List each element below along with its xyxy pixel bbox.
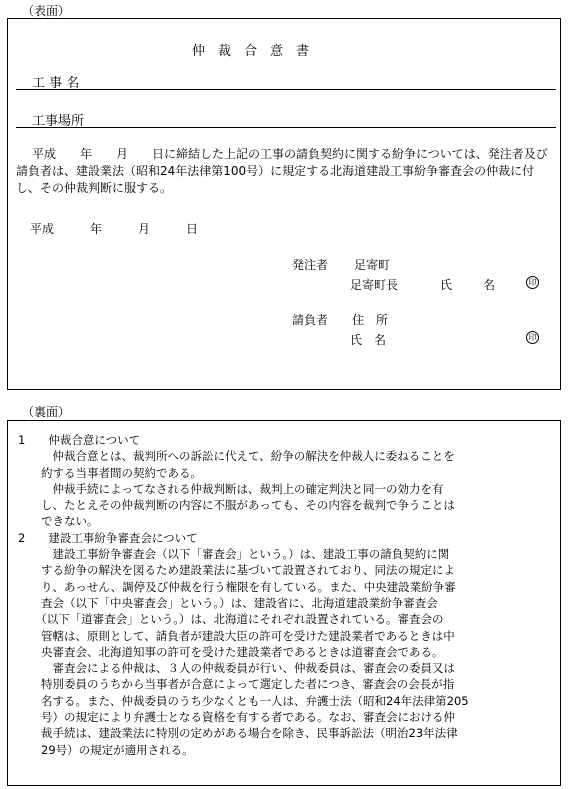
page-title: 仲 裁 合 意 書 [192,44,310,59]
orderer-seal-icon [526,275,539,289]
note-line: 仲裁合意とは、裁判所への訴訟に代えて、紛争の解決を仲裁人に委ねることを [18,449,455,464]
note-line: 建設工事紛争審査会（以下「審査会」という。）は、建設工事の請負契約に関 [18,547,450,562]
note-line: 管轄は、原則として、請負者が建設大臣の許可を受けた建設業者であるときは中 [18,628,455,643]
orderer-seal-mark: 印 [526,276,539,289]
orderer-name-label-1: 氏 [440,278,453,292]
back-notes-text [18,432,469,758]
note-line: 審査会による仲裁は、３人の仲裁委員が行い、仲裁委員は、審査会の委員又は [18,661,455,676]
contractor-address-label: 住 所 [352,313,389,327]
note-line: し、たとえその仲裁判断の内容に不服があっても、その内容を裁判で争うことは [18,498,455,513]
note-line: 特別委員のうちから当事者が合意によって選定した者につき、審査会の会長が指 [18,677,455,692]
project-name-underline [16,89,556,90]
back-notes-box [7,420,561,786]
note-line: （以下「道審査会」という。）は、北海道にそれぞれ設置されている。審査会の [18,612,444,627]
note-line: できない。 [18,514,99,529]
note-line: 査会（以下「中央審査会」という。）は、建設省に、北海道建設業紛争審査会 [18,595,438,610]
note-line: する紛争の解決を図るため建設業法に基づいて設置されており、同法の規定によ [18,563,455,578]
back-side-label: （裏面） [22,405,71,419]
front-form-box [7,18,561,390]
project-name-label: 工 事 名 [32,76,80,91]
orderer-town: 足寄町 [354,258,391,272]
orderer-name-label-2: 名 [483,278,496,292]
contractor-seal-mark: 印 [526,331,539,344]
note-line: 仲裁手続によってなされる仲裁判断は、裁判上の確定判決と同一の効力を有 [18,481,444,496]
agreement-text: 平成 年 月 日に締結した上記の工事の請負契約に関する紛争については、発注者及び請負者は、建設業法（昭和24年法律第100号）に規定する北海道建設工事紛争審査会の仲裁に付し、その仲裁判断に服する。 [16,147,548,195]
front-side-label: （表面） [22,4,71,18]
contractor-label: 請負者 [292,313,329,327]
orderer-mayor: 足寄町長 [350,278,399,292]
note-line: 号）の規定により弁護士となる資格を有する者である。なお、審査会における仲 [18,710,455,725]
contractor-name-label: 氏 名 [350,333,387,347]
date-line: 平成 年 月 日 [30,222,199,236]
note-line: 名する。また、仲裁委員のうち少なくとも一人は、弁護士法（昭和24年法律第205 [18,693,469,708]
note-line: 約する当事者間の契約である。 [18,465,202,480]
note-line: 29号）の規定が適用される。 [18,742,194,757]
contractor-seal-icon [526,330,539,344]
note-line: り、あっせん、調停及び仲裁を行う権限を有している。また、中央建設業紛争審 [18,579,456,594]
note-line: 裁手続は、建設業法に特別の定めがある場合を除き、民事訴訟法（明治23年法律 [18,726,458,741]
note-line: 央審査会、北海道知事の許可を受けた建設業者であるときは道審査会である。 [18,644,444,659]
project-site-label: 工事場所 [32,114,85,129]
note-line: 1 仲裁合意について [18,433,141,447]
note-line: 2 建設工事紛争審査会について [18,530,198,545]
project-site-underline [16,127,556,128]
orderer-label: 発注者 [292,258,329,272]
